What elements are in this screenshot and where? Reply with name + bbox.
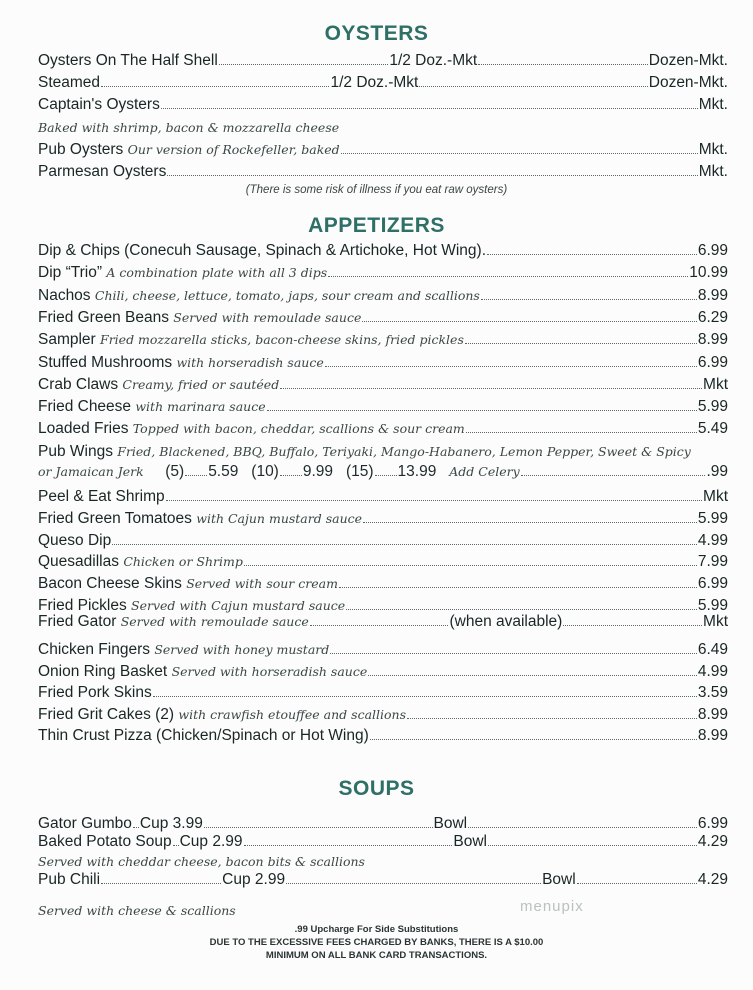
item-description: Served with remoulade sauce	[120, 614, 309, 629]
leader-dots	[419, 73, 647, 87]
item-name: Gator Gumbo	[38, 815, 132, 832]
watermark: menupix	[520, 898, 584, 915]
bowl-price: 6.99	[697, 815, 729, 832]
item-name: Queso Dip	[38, 531, 112, 549]
item-price: Mkt	[703, 613, 729, 630]
leader-dots	[219, 51, 389, 65]
menu-item	[38, 552, 728, 572]
leader-dots	[112, 531, 697, 545]
wings-qty-15: (15)	[345, 463, 374, 480]
item-name: Fried Cheese	[38, 398, 132, 416]
leader-dots	[375, 462, 397, 476]
item-description: Baked with shrimp, bacon & mozzarella cheese	[38, 120, 340, 135]
item-name: Sampler	[38, 331, 96, 349]
menu-item	[38, 353, 728, 373]
item-description: Served with cheese & scallions	[38, 903, 236, 918]
wings-price-5: 5.59	[208, 463, 239, 480]
menu-item-steamed	[38, 73, 728, 93]
item-price: 5.99	[697, 509, 728, 527]
menu-item	[38, 330, 728, 350]
item-description: Served with cheddar cheese, bacon bits & scallions	[38, 854, 365, 869]
menu-item	[38, 308, 728, 328]
item-name: Steamed	[38, 74, 101, 91]
item-name: Dip “Trio”	[38, 264, 103, 282]
item-price: 4.99	[697, 531, 728, 549]
leader-dots	[341, 140, 698, 154]
wings-qty-5: (5)	[165, 463, 185, 480]
item-name: Fried Grit Cakes (2)	[38, 705, 175, 723]
menu-item-pub-chili	[38, 870, 728, 890]
item-price: Mkt.	[698, 96, 728, 113]
menu-item-captains-oysters	[38, 95, 728, 115]
menu-item	[38, 640, 728, 660]
item-name: Pub Chili	[38, 871, 101, 888]
leader-dots	[204, 814, 433, 828]
item-price: 3.59	[697, 684, 728, 701]
item-price: 6.49	[697, 641, 728, 658]
soups-heading: SOUPS	[338, 777, 415, 800]
bowl-price: 4.29	[697, 871, 729, 888]
wings-price-10: 9.99	[302, 463, 334, 480]
item-description: Fried, Blackened, BBQ, Buffalo, Teriyaki, Mango-Habanero, Lemon Pepper, Sweet & Spicy	[117, 444, 691, 459]
leader-dots	[368, 662, 697, 676]
item-price: Mkt.	[698, 141, 728, 158]
menu-item-pub-wings	[38, 442, 728, 462]
leader-dots	[244, 832, 453, 846]
leader-dots	[487, 241, 697, 255]
item-name: Fried Pickles	[38, 597, 127, 614]
menu-item-fried-gator	[38, 612, 728, 632]
item-name: Loaded Fries	[38, 420, 129, 438]
leader-dots	[310, 612, 449, 626]
item-price: Dozen-Mkt.	[648, 52, 728, 69]
footer-card-fee-note: DUE TO THE EXCESSIVE FEES CHARGED BY BANKS, THERE IS A $10.00	[209, 937, 544, 948]
item-price: 8.99	[697, 727, 728, 744]
leader-dots	[370, 726, 697, 740]
item-name: Crab Claws	[38, 375, 119, 393]
item-name: Parmesan Oysters	[38, 163, 167, 180]
leader-dots	[101, 73, 329, 87]
item-description: Topped with bacon, cheddar, scallions & sour cream	[132, 421, 465, 437]
item-description: Our version of Rockefeller, baked	[127, 142, 340, 157]
item-description: Creamy, fried or sautéed	[122, 376, 280, 392]
appetizers-heading: APPETIZERS	[308, 214, 445, 237]
item-price: 6.99	[697, 242, 728, 259]
item-price: 8.99	[697, 286, 728, 304]
item-half-dozen-price: 1/2 Doz.-Mkt	[330, 74, 419, 91]
menu-item	[38, 419, 728, 439]
leader-dots	[339, 574, 697, 588]
item-description: Served with Cajun mustard sauce	[131, 598, 346, 613]
item-price: Mkt	[703, 488, 728, 505]
item-name: Stuffed Mushrooms	[38, 353, 173, 371]
menu-item-parmesan-oysters	[38, 162, 728, 182]
item-description: A combination plate with all 3 dips	[106, 265, 328, 281]
footer-substitution-note: .99 Upcharge For Side Substitutions	[294, 924, 459, 935]
menu-item	[38, 241, 728, 261]
leader-dots	[481, 286, 697, 300]
menu-item	[38, 509, 728, 529]
add-celery-label: Add Celery	[449, 464, 520, 479]
menu-item	[38, 705, 728, 725]
leader-dots	[465, 330, 697, 344]
item-description: Chili, cheese, lettuce, tomato, japs, sour cream and scallions	[94, 287, 480, 303]
leader-dots	[153, 683, 697, 697]
wings-price-15: 13.99	[397, 463, 437, 480]
item-name: Onion Ring Basket	[38, 662, 168, 680]
leader-dots	[267, 397, 697, 411]
leader-dots	[280, 375, 702, 389]
leader-dots	[407, 705, 697, 719]
item-description: Served with horseradish sauce	[171, 663, 368, 679]
item-price: 5.99	[697, 597, 728, 614]
menu-item	[38, 531, 728, 551]
leader-dots	[346, 596, 697, 610]
wings-qty-10: (10)	[251, 463, 279, 480]
item-description: Served with remoulade sauce	[173, 309, 362, 325]
bowl-label: Bowl	[542, 871, 576, 888]
item-name: Oysters On The Half Shell	[38, 52, 218, 69]
leader-dots	[244, 552, 697, 566]
item-name: Bacon Cheese Skins	[38, 575, 182, 593]
add-celery-price: .99	[706, 463, 728, 480]
item-description: with Cajun mustard sauce	[196, 510, 363, 526]
item-half-dozen-price: 1/2 Doz.-Mkt	[389, 52, 478, 69]
item-price: 5.99	[697, 398, 728, 416]
leader-dots	[325, 353, 697, 367]
item-name: Baked Potato Soup	[38, 833, 172, 850]
bowl-price: 4.29	[697, 833, 728, 850]
menu-item-gator-gumbo	[38, 814, 728, 834]
leader-dots	[563, 612, 702, 626]
leader-dots	[280, 462, 302, 476]
leader-dots	[577, 870, 697, 884]
leader-dots	[101, 870, 221, 884]
leader-dots	[478, 51, 648, 65]
menu-item-oysters-half-shell	[38, 51, 728, 71]
leader-dots	[173, 832, 179, 846]
item-name: Pub Wings	[38, 443, 113, 460]
cup-price: Cup 2.99	[222, 871, 286, 888]
menu-item	[38, 286, 728, 306]
item-availability: (when available)	[449, 613, 563, 630]
item-name: Thin Crust Pizza (Chicken/Spinach or Hot Wing)	[38, 727, 369, 744]
item-price: 8.99	[697, 331, 728, 349]
leader-dots	[167, 162, 697, 176]
item-price: 5.49	[697, 420, 728, 438]
item-description: Served with honey mustard	[154, 642, 330, 657]
item-name: Nachos	[38, 286, 91, 304]
item-price: 10.99	[689, 264, 728, 282]
item-price: 6.99	[697, 575, 728, 593]
menu-item	[38, 574, 728, 594]
menu-item	[38, 726, 728, 746]
pub-wings-pricing	[38, 462, 728, 482]
item-price: 6.29	[697, 308, 728, 326]
item-name: Captain's Oysters	[38, 96, 160, 113]
menu-item-baked-potato-soup	[38, 832, 728, 852]
item-description: with horseradish sauce	[176, 354, 324, 370]
item-description: with marinara sauce	[135, 399, 266, 415]
cup-price: Cup 2.99	[179, 833, 243, 850]
item-name: Quesadillas	[38, 553, 119, 571]
item-name: Fried Green Beans	[38, 308, 169, 326]
leader-dots	[286, 870, 541, 884]
leader-dots	[362, 308, 696, 322]
bowl-label: Bowl	[453, 833, 487, 850]
leader-dots	[466, 419, 697, 433]
leader-dots	[133, 814, 139, 828]
leader-dots	[468, 814, 697, 828]
item-name: Fried Green Tomatoes	[38, 509, 192, 527]
leader-dots	[330, 640, 697, 654]
menu-item	[38, 397, 728, 417]
item-name: Fried Pork Skins	[38, 684, 152, 701]
raw-oyster-warning: (There is some risk of illness if you eat raw oysters)	[245, 184, 508, 196]
item-description-cont: or Jamaican Jerk	[38, 464, 144, 479]
menu-item	[38, 662, 728, 682]
leader-dots	[185, 462, 207, 476]
item-name: Chicken Fingers	[38, 641, 150, 658]
item-description: with crawfish etouffee and scallions	[178, 706, 407, 722]
leader-dots	[166, 487, 702, 501]
item-price: 4.99	[697, 662, 728, 680]
item-price: Mkt	[703, 375, 728, 393]
item-price: 7.99	[697, 553, 728, 571]
item-description: Fried mozzarella sticks, bacon-cheese skins, fried pickles	[100, 332, 464, 348]
leader-dots	[363, 509, 697, 523]
footer-card-minimum-note: MINIMUM ON ALL BANK CARD TRANSACTIONS.	[265, 950, 488, 961]
leader-dots	[488, 832, 697, 846]
item-price: 6.99	[697, 353, 728, 371]
item-name: Pub Oysters	[38, 141, 124, 158]
item-price: Mkt.	[698, 163, 728, 180]
leader-dots	[161, 95, 698, 109]
menu-item	[38, 375, 728, 395]
item-price: Dozen-Mkt.	[648, 74, 728, 91]
item-price: 8.99	[697, 705, 728, 723]
menu-item	[38, 487, 728, 507]
item-description: Served with sour cream	[186, 576, 338, 592]
item-name: Peel & Eat Shrimp	[38, 488, 165, 505]
menu-item	[38, 683, 728, 703]
oysters-heading: OYSTERS	[324, 22, 429, 45]
menu-item-pub-oysters	[38, 140, 728, 160]
leader-dots	[521, 462, 706, 476]
leader-dots	[328, 263, 688, 277]
item-description: Chicken or Shrimp	[123, 554, 243, 570]
item-name: Dip & Chips (Conecuh Sausage, Spinach & Artichoke, Hot Wing).	[38, 242, 487, 259]
menu-item	[38, 263, 728, 283]
bowl-label: Bowl	[433, 815, 468, 832]
item-name: Fried Gator	[38, 613, 117, 630]
cup-price: Cup 3.99	[139, 815, 203, 832]
